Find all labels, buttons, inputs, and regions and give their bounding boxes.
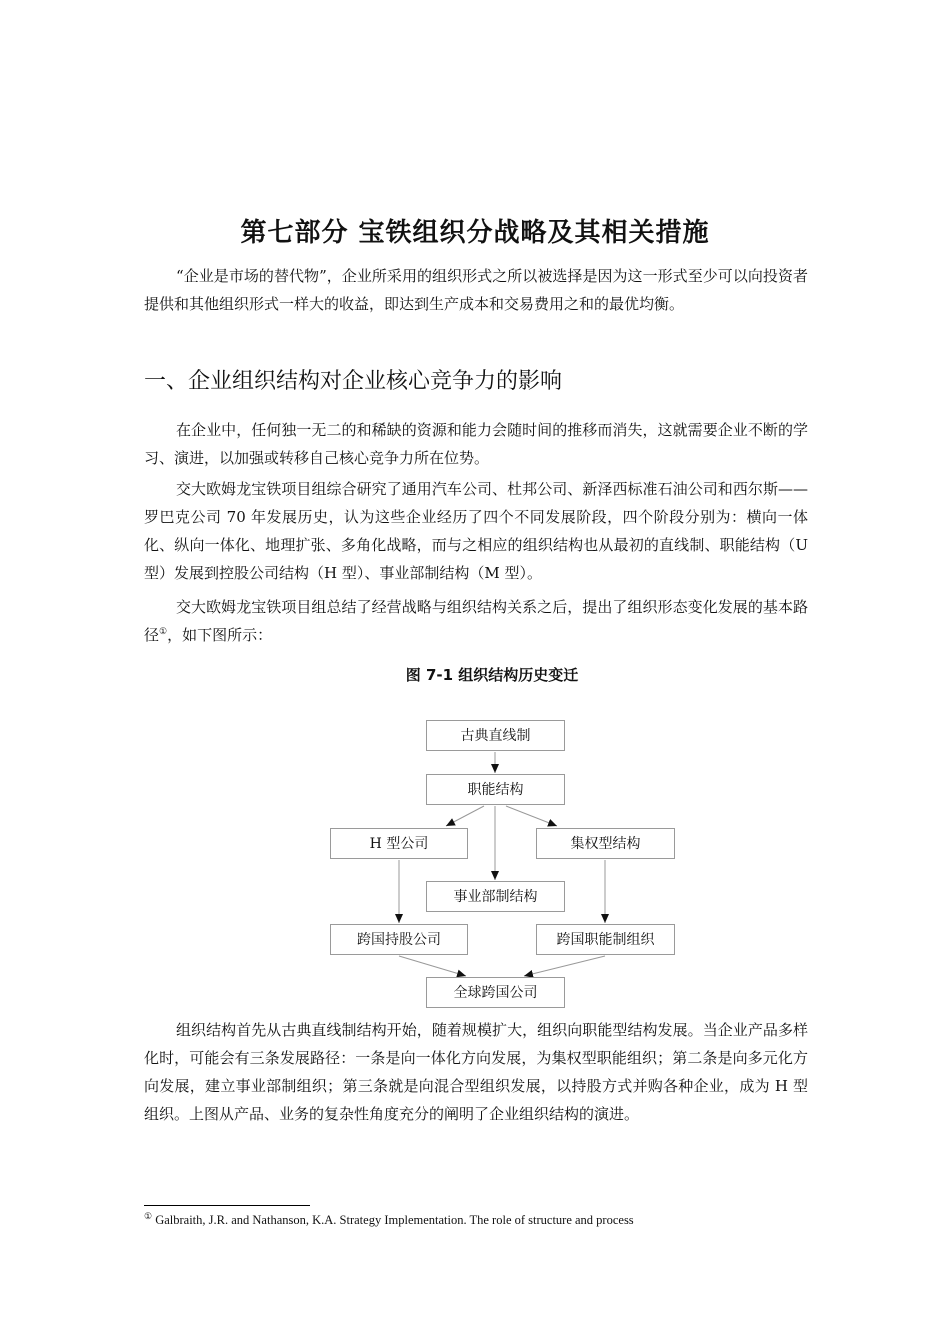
node-multinational-holding: 跨国持股公司 [330,924,468,955]
footnote-mark: ① [144,1210,153,1221]
footnote-text: Galbraith, J.R. and Nathanson, K.A. Strategy Implementation. The role of structure and process [152,1213,634,1227]
intro-paragraph: “企业是市场的替代物”，企业所采用的组织形式之所以被选择是因为这一形式至少可以向投资者提供和其他组织形式一样大的收益，即达到生产成本和交易费用之和的最优均衡。 [144,267,808,313]
paragraph-4: 组织结构首先从古典直线制结构开始，随着规模扩大，组织向职能型结构发展。当企业产品多样化时，可能会有三条发展路径：一条是向一体化方向发展，为集权型职能组织；第二条是向多元化方向发展，建立事业部制组织；第三条就是向混合型组织发展，以持股方式并购各种企业，成为 H 型组织。上图从产品、业务的复杂性角度充分的阐明了企业组织结构的演进。 [144,1021,808,1123]
node-centralized: 集权型结构 [536,828,675,859]
footnote [144,1211,864,1229]
figure-caption: 图 7-1 组织结构历史变迁 [405,666,579,684]
paragraph-3 [144,593,808,649]
footnote-reference[interactable]: ① [159,627,168,637]
node-global: 全球跨国公司 [426,977,565,1008]
arrow-functional-to-h [446,806,484,826]
paragraph-1: 在企业中，任何独一无二的和稀缺的资源和能力会随时间的推移而消失，这就需要企业不断的学习、演进，以加强或转移自己核心竞争力所在位势。 [144,421,808,467]
node-functional: 职能结构 [426,774,565,805]
node-classic-line: 古典直线制 [426,720,565,751]
node-division: 事业部制结构 [426,881,565,912]
arrow-functional-to-centralized [506,806,557,826]
paragraph-3-tail: ，如下图所示： [167,626,273,644]
node-h-type: H 型公司 [330,828,468,859]
footnote-divider [144,1205,310,1206]
node-multinational-functional: 跨国职能制组织 [536,924,675,955]
arrow-holding-to-global [399,956,466,976]
section-heading: 一、企业组织结构对企业核心竞争力的影响 [144,369,563,394]
paragraph-3-text: 交大欧姆龙宝铁项目组总结了经营战略与组织结构关系之后，提出了组织形态变化发展的基本路径 [144,598,808,644]
paragraph-2: 交大欧姆龙宝铁项目组综合研究了通用汽车公司、杜邦公司、新泽西标准石油公司和西尔斯——罗巴克公司 70 年发展历史，认为这些企业经历了四个不同发展阶段，四个阶段分别为：横向一体化、纵向一体化、地理扩张、多角化战略，而与之相应的组织结构也从最初的直线制、职能结构（U 型）发展到控股公司结构（H 型）、事业部制结构（M 型）。 [144,480,808,582]
arrow-functional-org-to-global [524,956,605,976]
page-title: 第七部分 宝铁组织分战略及其相关措施 [240,218,710,248]
